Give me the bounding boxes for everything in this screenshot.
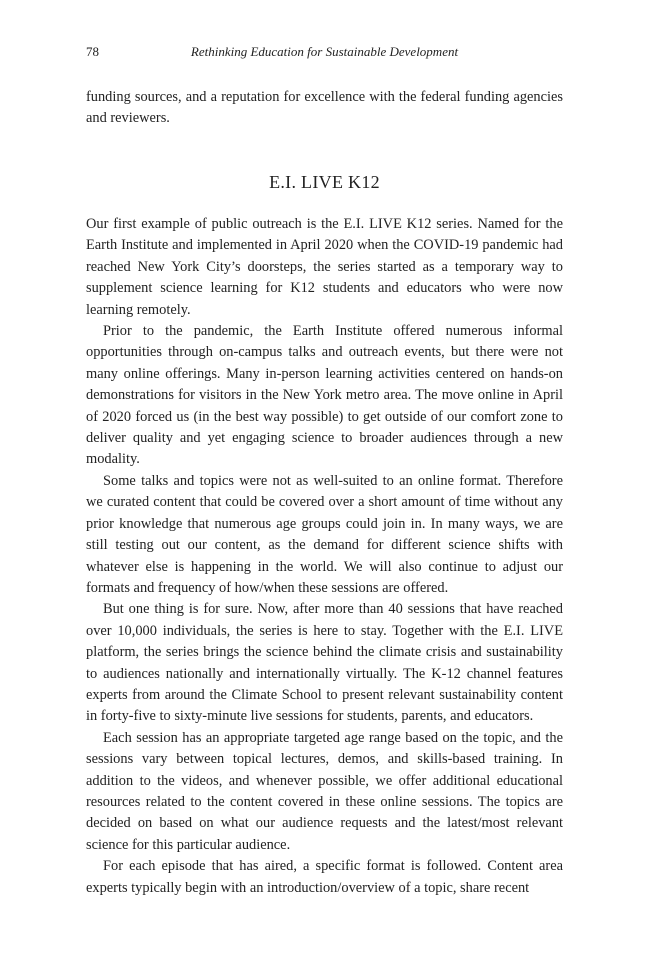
paragraph-1: Our first example of public outreach is the E.I. LIVE K12 series. Named for the Earth Institute and implemented in April 2020 when the COVID-19 pandemic had reached New York City’s doorsteps, the series started as a temporary way to supplement science learning for K12 students and educators who were now learning remotely. [86, 216, 563, 318]
continuation-paragraph: funding sources, and a reputation for excellence with the federal funding agencies and reviewers. [86, 89, 563, 127]
page-number: 78 [86, 44, 99, 59]
book-page [86, 0, 563, 975]
paragraph-3: Some talks and topics were not as well-suited to an online format. Therefore we curated content that could be covered over a short amount of time without any prior knowledge that numerous age groups could join in. In many ways, we are still testing out our content, as the demand for different science shifts with whatever else is happening in the world. We will also continue to adjust our formats and frequency of how/when these sessions are offered. [86, 472, 563, 596]
paragraph-2: Prior to the pandemic, the Earth Institute offered numerous informal opportunities through on-campus talks and outreach events, but there were not many online offerings. Many in-person learning activities centered on hands-on demonstrations for visitors in the New York metro area. The move online in April of 2020 forced us (in the best way possible) to get outside of our comfort zone to deliver quality and yet engaging science to broader audiences through a new modality. [86, 323, 563, 468]
paragraph-6: For each episode that has aired, a specific format is followed. Content area experts typically begin with an introduction/overview of a topic, share recent [86, 858, 563, 896]
running-title: Rethinking Education for Sustainable Development [190, 44, 459, 59]
paragraph-4: But one thing is for sure. Now, after more than 40 sessions that have reached over 10,000 individuals, the series is here to stay. Together with the E.I. LIVE platform, the series brings the science behind the climate crisis and sustainability to audiences nationally and internationally virtually. The K-12 channel features experts from around the Climate School to present relevant sustainability content in forty-five to sixty-minute live sessions for students, parents, and educators. [86, 601, 563, 725]
continuation-block [86, 87, 563, 130]
paragraph-5: Each session has an appropriate targeted age range based on the topic, and the sessions vary between topical lectures, demos, and skills-based training. In addition to the videos, and whenever possible, we offer additional educational resources related to the content covered in these online sessions. The topics are decided on based on what our audience requests and the latest/most relevant science for this particular audience. [86, 729, 563, 853]
section-body [86, 214, 563, 899]
section-heading: E.I. LIVE K12 [269, 172, 380, 192]
running-head [86, 44, 563, 64]
